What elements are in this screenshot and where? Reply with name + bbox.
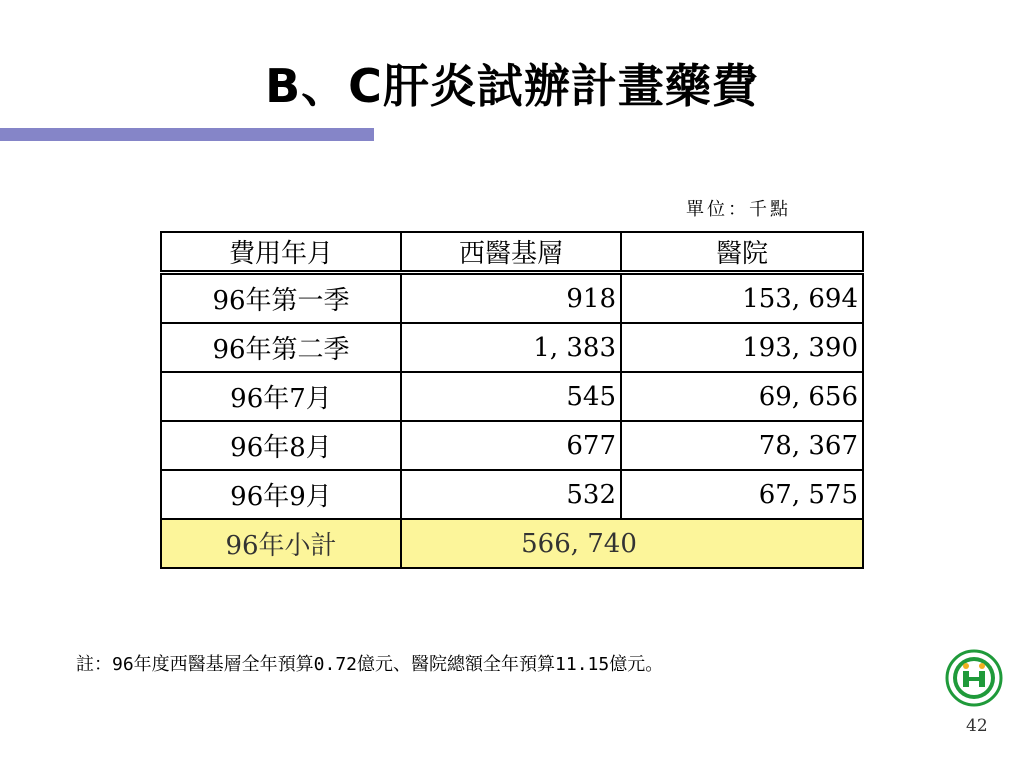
footnote: 註：96年度西醫基層全年預算0.72億元、醫院總額全年預算11.15億元。 xyxy=(76,654,664,675)
row-period: 96年第一季 xyxy=(161,273,401,324)
table-row xyxy=(161,421,863,470)
row-clinic-value: 1, 383 xyxy=(401,323,621,372)
fee-table xyxy=(160,231,864,569)
row-clinic-value: 677 xyxy=(401,421,621,470)
row-period: 96年第二季 xyxy=(161,323,401,372)
unit-label: 單位：千點 xyxy=(686,199,791,220)
title-accent-bar xyxy=(0,128,374,141)
row-hospital-value: 193, 390 xyxy=(621,323,863,372)
row-clinic-value: 532 xyxy=(401,470,621,519)
row-period: 96年9月 xyxy=(161,470,401,519)
row-clinic-value: 918 xyxy=(401,273,621,324)
row-hospital-value: 67, 575 xyxy=(621,470,863,519)
subtotal-row xyxy=(161,519,863,568)
row-clinic-value: 545 xyxy=(401,372,621,421)
table-row xyxy=(161,323,863,372)
header-hospital: 醫院 xyxy=(621,232,863,273)
row-hospital-value: 78, 367 xyxy=(621,421,863,470)
health-insurance-logo-icon xyxy=(945,649,1003,707)
table-header-row xyxy=(161,232,863,273)
header-clinic: 西醫基層 xyxy=(401,232,621,273)
row-period: 96年7月 xyxy=(161,372,401,421)
subtotal-label: 96年小計 xyxy=(161,519,401,568)
table-row xyxy=(161,470,863,519)
page-title: B、C肝炎試辦計畫藥費 xyxy=(265,59,759,113)
header-period: 費用年月 xyxy=(161,232,401,273)
page-number: 42 xyxy=(966,716,988,736)
table-row xyxy=(161,273,863,324)
table-row xyxy=(161,372,863,421)
row-period: 96年8月 xyxy=(161,421,401,470)
row-hospital-value: 69, 656 xyxy=(621,372,863,421)
row-hospital-value: 153, 694 xyxy=(621,273,863,324)
subtotal-value: 566, 740 xyxy=(401,519,863,568)
